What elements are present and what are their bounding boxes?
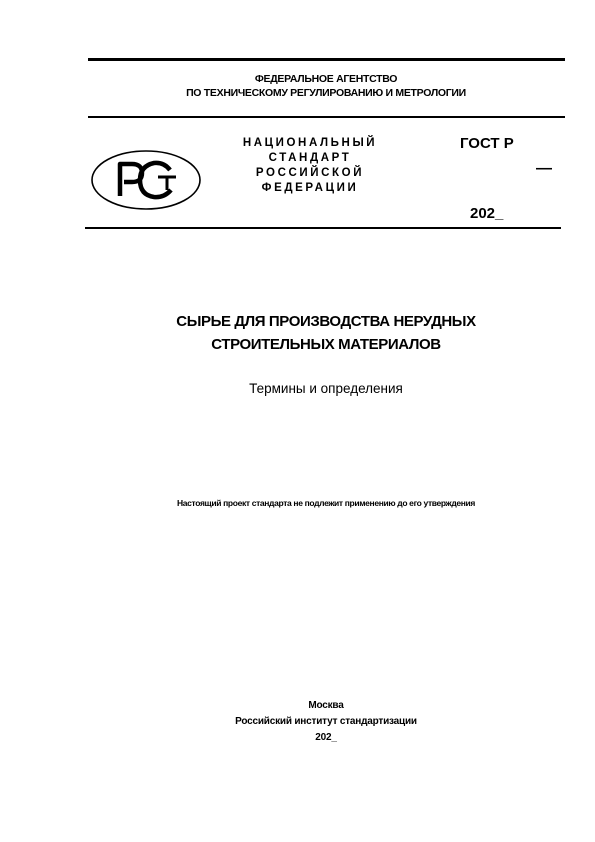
national-line-1: НАЦИОНАЛЬНЫЙ: [242, 137, 378, 149]
standard-year: 202_: [470, 205, 504, 222]
standard-block-rule: [85, 227, 561, 229]
document-subtitle: Термины и определения: [249, 381, 403, 396]
national-line-2: СТАНДАРТ: [268, 152, 352, 164]
national-line-4: ФЕДЕРАЦИИ: [261, 182, 359, 194]
standard-number-dash: —: [536, 160, 552, 177]
rst-logo: [88, 148, 204, 212]
footer-year: 202_: [315, 732, 337, 743]
document-title-line-1: СЫРЬЕ ДЛЯ ПРОИЗВОДСТВА НЕРУДНЫХ: [176, 313, 476, 330]
rst-certification-mark-icon: [88, 148, 204, 212]
agency-line-2: ПО ТЕХНИЧЕСКОМУ РЕГУЛИРОВАНИЮ И МЕТРОЛОГИИ: [186, 87, 466, 99]
agency-line-1: ФЕДЕРАЛЬНОЕ АГЕНТСТВО: [254, 73, 398, 85]
top-rule: [88, 58, 565, 61]
agency-rule: [88, 116, 565, 118]
draft-notice: Настоящий проект стандарта не подлежит применению до его утверждения: [176, 498, 476, 508]
national-line-3: РОССИЙСКОЙ: [255, 167, 365, 179]
footer-publisher: Российский институт стандартизации: [235, 716, 417, 727]
footer-city: Москва: [308, 700, 344, 711]
document-title-line-2: СТРОИТЕЛЬНЫХ МАТЕРИАЛОВ: [211, 336, 441, 353]
standard-designation: ГОСТ Р: [460, 135, 514, 152]
